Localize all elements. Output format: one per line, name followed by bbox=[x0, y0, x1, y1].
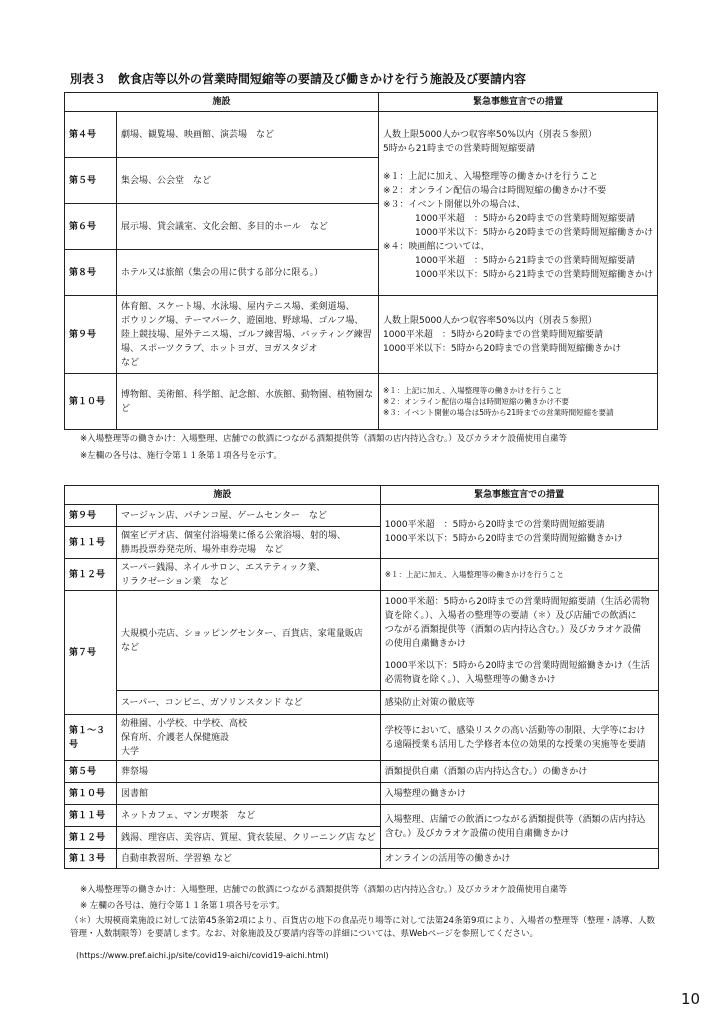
facility-line: スーパー銭湯、ネイルサロン、エステティック業、 bbox=[121, 562, 326, 573]
measure-line: 人数上限5000人かつ収容率50%以内（別表５参照） bbox=[383, 315, 597, 326]
facility-line: 大規模小売店、ショッピングセンター、百貨店、家電量販店 bbox=[121, 628, 363, 639]
page-number: 10 bbox=[681, 990, 701, 1008]
facility-line: ボウリング場、テーマパーク、遊園地、野球場、ゴルフ場、 bbox=[121, 315, 364, 326]
row-facility: ネットカフェ、マンガ喫茶 など bbox=[117, 805, 381, 827]
measure-note: ※２：オンライン配信の場合は時間短縮の働きかけ不要 bbox=[383, 397, 570, 406]
measure-note: ※４：映画館については、 bbox=[383, 242, 490, 252]
row-facility: スーパー、コンビニ、ガソリンスタンド など bbox=[117, 691, 381, 715]
measure-line: 1000平米以下：5時から20時までの営業時間短縮働きかけ bbox=[383, 343, 622, 354]
table-row bbox=[65, 505, 659, 527]
facility-line: など bbox=[121, 642, 140, 653]
row-facility: 集会場、公会堂 など bbox=[117, 158, 379, 204]
measure-note: ※１：上記に加え、入場整理等の働きかけを行うこと bbox=[380, 559, 658, 591]
row-facility: 自動車教習所、学習塾 など bbox=[117, 849, 381, 869]
facility-line: リラクゼーション業 など bbox=[121, 576, 229, 587]
table-1 bbox=[64, 92, 658, 430]
footnote: （＊）大規模商業施設に対して法第45条第2項により、百貨店の地下の食品売り場等に対して法第24条第9項により、入場者の整理等（整理・誘導、人数管理・人数制限等）を要請します。なお、対象施設及び要請内容等の詳細については、県Webページを参照してください。 bbox=[70, 916, 655, 939]
measure-cell bbox=[380, 805, 658, 849]
row-number: 第１～３号 bbox=[65, 715, 117, 761]
row-number: 第１２号 bbox=[65, 827, 117, 849]
measure-line: 1000平米超：5時から20時までの営業時間短縮要請（生活必需物 bbox=[384, 596, 650, 607]
measure-line: の使用自粛働きかけ bbox=[384, 638, 466, 649]
row-facility: 銭湯、理容店、美容店、質屋、貸衣装屋、クリーニング店 など bbox=[117, 827, 381, 849]
table-row bbox=[65, 805, 659, 827]
row-facility bbox=[117, 591, 381, 691]
facility-line: 博物館、美術館、科学館、記念館、水族館、動物園、植物園な bbox=[121, 389, 374, 400]
measure-line: 学校等において、感染リスクの高い活動等の制限、大学等におけ bbox=[384, 725, 646, 736]
facility-line: 陸上競技場、屋外テニス場、ゴルフ練習場、バッティング練習 bbox=[121, 329, 372, 340]
measure-line: 入場整理、店舗での飲酒につながる酒類提供等（酒類の店内持込 bbox=[384, 814, 646, 825]
measure-line: 必需物資を除く。）、入場整理等の働きかけ bbox=[384, 674, 556, 685]
row-number: 第８号 bbox=[65, 250, 117, 296]
measure-line: 1000平米超 ：5時から20時までの営業時間短縮要請 bbox=[384, 519, 605, 530]
measure-cell bbox=[380, 505, 658, 559]
measure-line: 1000平米超 ：5時から20時までの営業時間短縮要請 bbox=[383, 329, 604, 340]
row-facility bbox=[117, 715, 381, 761]
measure-cell bbox=[380, 591, 658, 691]
row-facility: 劇場、観覧場、映画館、演芸場 など bbox=[117, 112, 379, 158]
row-facility bbox=[117, 296, 379, 374]
row-number: 第１３号 bbox=[65, 849, 117, 869]
table-row bbox=[65, 761, 659, 783]
table-row bbox=[65, 559, 659, 591]
table-row bbox=[65, 591, 659, 691]
measure-cell bbox=[379, 374, 658, 430]
table-2 bbox=[64, 485, 659, 869]
row-number: 第７号 bbox=[65, 591, 117, 715]
measure-indent: 1000平米以下：5時から20時までの営業時間短縮働きかけ bbox=[415, 228, 654, 238]
facility-line: など bbox=[121, 357, 140, 368]
row-number: 第１０号 bbox=[65, 374, 117, 430]
row-facility bbox=[117, 527, 381, 559]
row-number: 第６号 bbox=[65, 204, 117, 250]
table-row bbox=[65, 849, 659, 869]
row-number: 第１２号 bbox=[65, 559, 117, 591]
table-row bbox=[65, 783, 659, 805]
measure-cell bbox=[379, 112, 658, 296]
measure-cell bbox=[380, 715, 658, 761]
row-number: 第５号 bbox=[65, 761, 117, 783]
measure-line: 1000平米以下：5時から20時までの営業時間短縮働きかけ（生活 bbox=[384, 660, 650, 671]
table-header-row bbox=[65, 486, 659, 505]
header-measure: 緊急事態宣言での措置 bbox=[380, 486, 658, 505]
facility-line: 個室ビデオ店、個室付浴場業に係る公衆浴場、射的場、 bbox=[121, 530, 346, 541]
row-facility: ホテル又は旅館（集会の用に供する部分に限る。） bbox=[117, 250, 379, 296]
row-facility: 図書館 bbox=[117, 783, 381, 805]
row-facility bbox=[117, 559, 381, 591]
facility-line: 保育所、介護老人保健施設 bbox=[121, 732, 230, 743]
facility-line: 大学 bbox=[121, 746, 140, 757]
header-facility: 施設 bbox=[65, 486, 381, 505]
measure-cell: 入場整理の働きかけ bbox=[380, 783, 658, 805]
facility-line: 場、スポーツクラブ、ホットヨガ、ヨガスタジオ bbox=[121, 343, 318, 354]
row-number: 第１１号 bbox=[65, 527, 117, 559]
measure-indent: 1000平米超 ：5時から21時までの営業時間短縮要請 bbox=[415, 256, 636, 266]
measure-cell: 感染防止対策の徹底等 bbox=[380, 691, 658, 715]
measure-cell bbox=[379, 296, 658, 374]
facility-line: 幼稚園、小学校、中学校、高校 bbox=[121, 718, 248, 729]
row-number: 第５号 bbox=[65, 158, 117, 204]
measure-line: つながる酒類提供等（酒類の店内持込含む。）及びカラオケ設備 bbox=[384, 624, 642, 635]
measure-line: 含む。）及びカラオケ設備の使用自粛働きかけ bbox=[384, 828, 570, 839]
measure-line: 資を除く。）、入場者の整理等の要請（＊）及び店舗での飲酒に bbox=[384, 610, 637, 621]
measure-note: ※２：オンライン配信の場合は時間短縮の働きかけ不要 bbox=[383, 186, 607, 196]
table-note: ※左欄の各号は、施行令第１１条第１項各号を示す。 bbox=[80, 451, 282, 461]
measure-cell: 酒類提供自粛（酒類の店内持込含む。）の働きかけ bbox=[380, 761, 658, 783]
measure-indent: 1000平米以下：5時から21時までの営業時間短縮働きかけ bbox=[415, 270, 654, 280]
row-number: 第１１号 bbox=[65, 805, 117, 827]
header-measure: 緊急事態宣言での措置 bbox=[379, 93, 658, 112]
reference-url: (https://www.pref.aichi.jp/site/covid19-aichi/covid19-aichi.html) bbox=[76, 951, 329, 960]
row-number: 第９号 bbox=[65, 296, 117, 374]
row-number: 第４号 bbox=[65, 112, 117, 158]
measure-note: ※３：イベント開催の場合は5時から21時までの営業時間短縮を要請 bbox=[383, 408, 614, 417]
facility-line: 勝馬投票券発売所、場外車券売場 など bbox=[121, 544, 284, 555]
table-row bbox=[65, 691, 659, 715]
facility-line: ど bbox=[121, 403, 131, 414]
measure-line: る遠隔授業も活用した学修者本位の効果的な授業の実施等を要請 bbox=[384, 739, 646, 750]
row-facility bbox=[117, 374, 379, 430]
measure-cell: オンラインの活用等の働きかけ bbox=[380, 849, 658, 869]
measure-note: ※１：上記に加え、入場整理等の働きかけを行うこと bbox=[383, 172, 599, 182]
measure-indent: 1000平米超 ：5時から20時までの営業時間短縮要請 bbox=[415, 214, 636, 224]
measure-note: ※３：イベント開催以外の場合は、 bbox=[383, 200, 526, 210]
table-note: ※入場整理等の働きかけ：入場整理、店舗での飲酒につながる酒類提供等（酒類の店内持込含む。）及びカラオケ設備使用自粛等 bbox=[80, 434, 568, 444]
header-facility: 施設 bbox=[65, 93, 379, 112]
row-facility: 展示場、貸会議室、文化会館、多目的ホール など bbox=[117, 204, 379, 250]
table-row bbox=[65, 374, 658, 430]
row-number: 第１０号 bbox=[65, 783, 117, 805]
measure-line: 人数上限5000人かつ収容率50%以内（別表５参照） bbox=[383, 130, 597, 140]
page-title: 別表３ 飲食店等以外の営業時間短縮等の要請及び働きかけを行う施設及び要請内容 bbox=[70, 72, 527, 86]
row-facility: マージャン店、パチンコ屋、ゲームセンター など bbox=[117, 505, 381, 527]
table-header-row bbox=[65, 93, 658, 112]
table-note: ※入場整理等の働きかけ：入場整理、店舗での飲酒につながる酒類提供等（酒類の店内持込含む。）及びカラオケ設備使用自粛等 bbox=[80, 885, 568, 895]
table-note: ※ 左欄の各号は、施行令第１１条第１項各号を示す。 bbox=[80, 901, 285, 911]
table-row bbox=[65, 296, 658, 374]
table-row bbox=[65, 715, 659, 761]
measure-line: 1000平米以下：5時から20時までの営業時間短縮働きかけ bbox=[384, 533, 623, 544]
measure-note: ※１：上記に加え、入場整理等の働きかけを行うこと bbox=[383, 386, 563, 395]
facility-line: 体育館、スケート場、水泳場、屋内テニス場、柔剣道場、 bbox=[121, 301, 355, 312]
row-facility: 葬祭場 bbox=[117, 761, 381, 783]
table-row bbox=[65, 112, 658, 158]
row-number: 第９号 bbox=[65, 505, 117, 527]
measure-line: 5時から21時までの営業時間短縮要請 bbox=[383, 144, 536, 154]
